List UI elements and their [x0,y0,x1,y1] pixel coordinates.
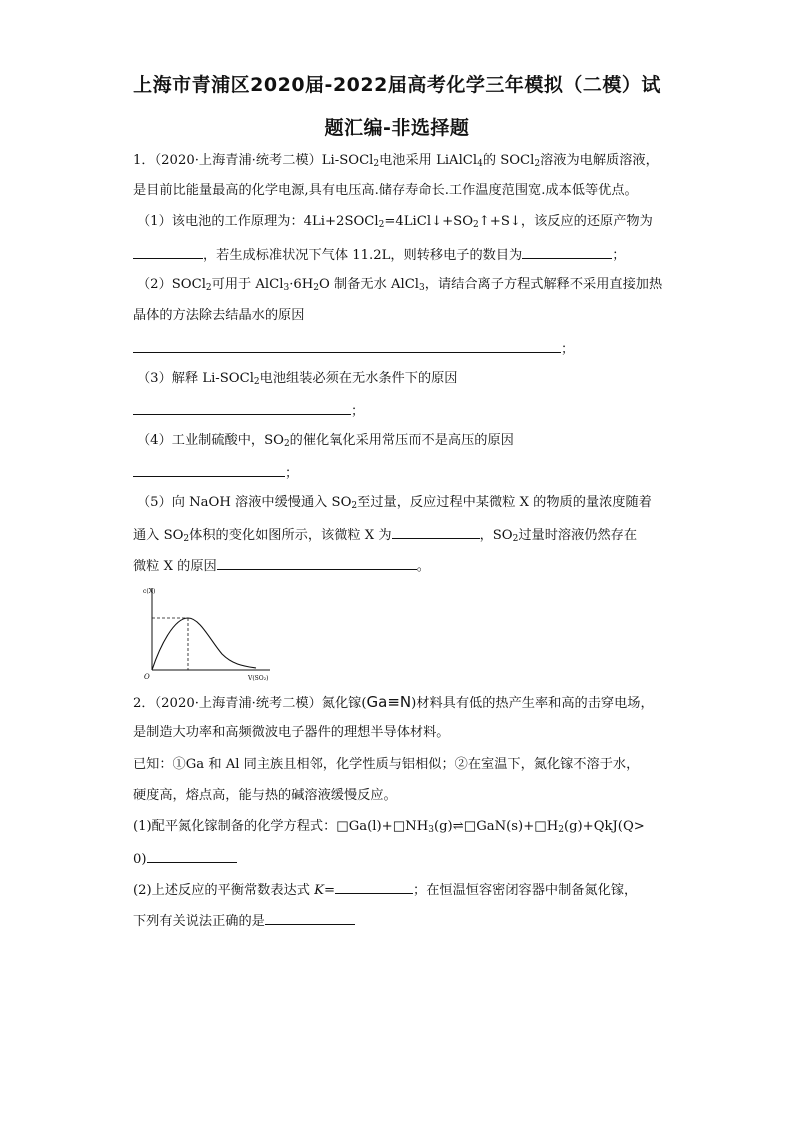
q2-part2-line2: 下列有关说法正确的是 [133,911,355,931]
answer-blank[interactable] [335,880,413,894]
doc-title-line2: 题汇编-非选择题 [324,117,470,139]
q1-part1-line2: ，若生成标准状况下气体 11.2L，则转移电子的数目为 ； [133,245,625,265]
q1-part5-line2: 通入 $SO_2$体积的变化如图所示，该微粒 X 为 ，$SO_2$过量时溶液仍然存在 [133,525,637,545]
q2-part1: (1)配平氮化镓制备的化学方程式：$□Ga(l)+□NH_3(g)\rightleftharpoons□GaN(s)+□H_2(g)+QkJ(Q>$ [133,819,645,835]
doc-title-line1: 上海市青浦区2020届-2022届高考化学三年模拟（二模）试 [133,74,661,96]
q2-intro-line2: 是制造大功率和高频微波电子器件的理想半导体材料。 [133,725,450,740]
answer-blank[interactable] [265,911,355,925]
gan-formula: Ga≡N [366,693,412,711]
answer-blank[interactable] [217,556,417,570]
q1-part5-line3: 微粒 X 的原因 。 [133,556,430,576]
q1-part4: （4）工业制硫酸中，$SO_2$的催化氧化采用常压而不是高压的原因 [137,433,514,449]
answer-blank[interactable] [133,339,561,353]
q1-intro: 1．（2020·上海青浦·统考二模）Li-SOCl$_2$电池采用 LiAlCl$_4$的 SOCl$_2$溶液为电解质溶液， [133,153,659,169]
answer-blank[interactable] [133,401,351,415]
y-axis-label: c(X) [143,588,156,595]
answer-blank[interactable] [522,245,612,259]
origin-label: O [144,673,150,681]
q1-part2-line3: ； [133,339,574,359]
q1-part2: （2）SOCl$_2$可用于 $AlCl_3\cdot 6H_2O$ 制备无水 AlCl$_3$，请结合离子方程式解释不采用直接加热 [137,277,663,293]
answer-blank[interactable] [133,245,203,259]
q1-part1: （1）该电池的工作原理为：$4Li+2SOCl_2=4LiCl↓+SO_2↑+S↓$，该反应的还原产物为 [137,214,653,230]
concentration-curve [152,618,256,670]
q2-known: 已知：①Ga 和 Al 同主族且相邻，化学性质与铝相似；②在室温下，氮化镓不溶于水， [133,757,640,772]
concentration-graph [138,584,278,684]
q2-intro: 2．（2020·上海青浦·统考二模）氮化镓(Ga≡N)材料具有低的热产生率和高的击穿电场， [133,693,654,711]
answer-blank[interactable] [133,463,285,477]
q1-part4-line2: ； [133,463,298,483]
q1-intro-line2: 是目前比能量最高的化学电源,具有电压高.储存寿命长.工作温度范围宽.成本低等优点。 [133,183,638,198]
q1-part2-line2: 晶体的方法除去结晶水的原因 [133,308,305,323]
q2-part1-line2: 0) [133,849,237,869]
x-axis-label: V(SO₂) [248,675,269,682]
q1-part3-line2: ； [133,401,364,421]
q1-part5: （5）向 NaOH 溶液中缓慢通入 $SO_2$至过量，反应过程中某微粒 X 的物质的量浓度随着 [137,495,652,511]
q1-part3: （3）解释 Li-SOCl$_2$电池组装必须在无水条件下的原因 [137,371,458,387]
q2-known-line2: 硬度高，熔点高，能与热的碱溶液缓慢反应。 [133,788,397,803]
answer-blank[interactable] [147,849,237,863]
q2-part2: (2)上述反应的平衡常数表达式 K= ；在恒温恒容密闭容器中制备氮化镓， [133,880,637,900]
answer-blank[interactable] [392,525,480,539]
